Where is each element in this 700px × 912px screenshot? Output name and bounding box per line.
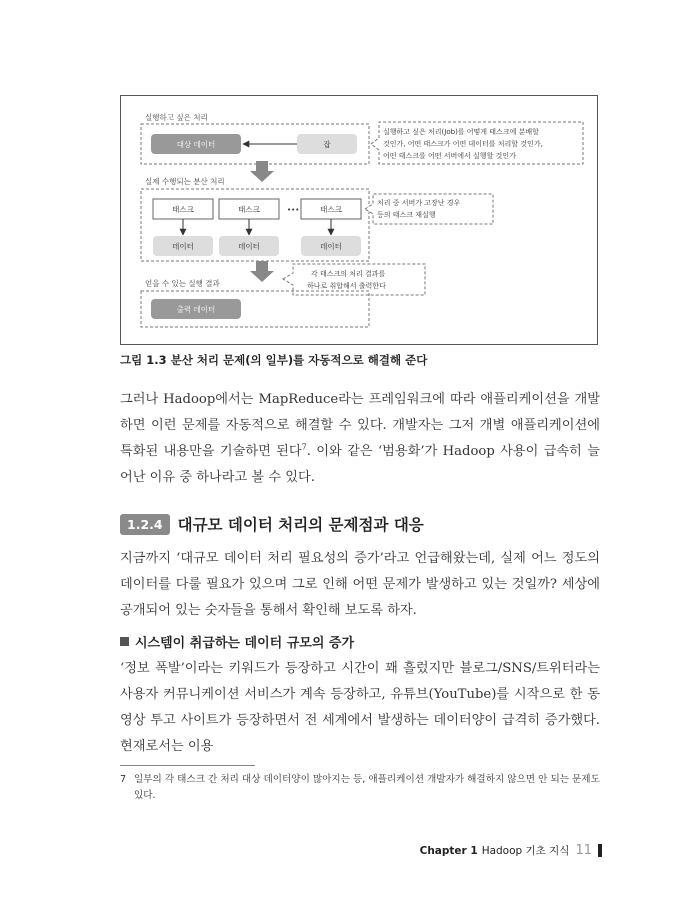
figure-caption: 그림 1.3 분산 처리 문제(의 일부)를 자동적으로 해결해 준다 [120, 353, 428, 367]
footnote-ref: 7 [301, 442, 307, 452]
note-top-line-2: 것인가, 어떤 태스크가 어떤 데이터를 처리할 것인가, [383, 140, 543, 148]
section-title: 대규모 데이터 처리의 문제점과 대응 [177, 516, 424, 534]
data-label-1: 데이터 [172, 242, 194, 251]
footnote [120, 772, 600, 804]
group-label-mid: 실제 수행되는 분산 처리 [145, 177, 225, 186]
running-footer [420, 843, 602, 858]
footnote-number: 7 [120, 774, 127, 785]
task-label-3: 태스크 [320, 205, 342, 214]
section-heading [120, 512, 424, 536]
task-ellipsis: ••• [287, 206, 300, 214]
footer-chapter: Chapter 1 [419, 844, 478, 857]
note-top-line-3: 어떤 태스크를 어떤 서버에서 실행할 것인가 [383, 152, 516, 160]
paragraph-2: 지금까지 ‘대규모 데이터 처리 필요성의 증가’라고 언급해왔는데, 실제 어느 정도의 데이터를 다룰 필요가 있으며 그로 인해 어떤 문제가 발생하고 있는 것일까? 세상에 공개되어 있는 숫자들을 통해서 확인해 보도록 하자. [120, 551, 600, 618]
sub-heading [120, 632, 354, 651]
figure-1-3 [120, 95, 598, 345]
task-label-2: 태스크 [238, 205, 260, 214]
note-bottom-line-1: 각 태스크의 처리 결과를 [311, 270, 386, 278]
flow-arrow-2 [250, 261, 274, 282]
data-label-2: 데이터 [238, 242, 260, 251]
figure-diagram [121, 96, 599, 346]
task-label-1: 태스크 [172, 205, 194, 214]
footnote-divider [120, 765, 255, 766]
note-top-line-1: 실행하고 싶은 처리(Job)를 어떻게 태스크에 분배할 [383, 128, 539, 136]
paragraph-1-text-after: . 이와 같은 ‘범용화’가 Hadoop 사용이 급속히 늘어난 이유 중 하나라고 볼 수 있다. [120, 444, 601, 485]
footnote-text: 일부의 각 태스크 간 처리 대상 데이터양이 많아지는 등, 애플리케이션 개발자가 해결하지 않으면 안 되는 문제도 있다. [134, 774, 600, 801]
note-mid-line-1: 처리 중 서버가 고장난 경우 [377, 199, 461, 207]
page-number: 11 [575, 843, 592, 858]
paragraph-1 [120, 387, 600, 491]
footer-title: Hadoop 기초 지식 [481, 845, 570, 857]
job-label: 잡 [323, 140, 331, 149]
note-mid-line-2: 등의 태스크 재실행 [377, 211, 436, 219]
group-label-top: 실행하고 싶은 처리 [145, 113, 208, 122]
note-callout-bottom [283, 264, 425, 295]
paragraph-3: ‘정보 폭발’이라는 키워드가 등장하고 시간이 꽤 흘렀지만 블로그/SNS/트위터라는 사용자 커뮤니케이션 서비스가 계속 등장하고, 유튜브(YouTube)를 시작으로 한 동영상 투고 사이트가 등장하면서 전 세계에서 발생하는 데이터양이 급격히 증가했다. 현재로서는 이용 [120, 661, 600, 754]
note-bottom-line-2: 하나로 취합해서 출력한다 [307, 282, 386, 290]
group-label-bottom: 얻을 수 있는 실행 결과 [145, 279, 220, 288]
section-number: 1.2.4 [120, 514, 170, 535]
paragraph-1-text: 그러나 Hadoop에서는 MapReduce라는 프레임워크에 따라 애플리케이션을 개발하면 이런 문제를 자동적으로 해결할 수 있다. 개발자는 그저 개별 애플리케이션에 특화된 내용만을 기술하면 된다 [120, 392, 600, 459]
page-marker-bar [598, 844, 602, 857]
bullet-square-icon [120, 637, 129, 646]
output-data-label: 출력 데이터 [176, 305, 216, 314]
sub-heading-text: 시스템이 취급하는 데이터 규모의 증가 [135, 636, 355, 651]
data-label-3: 데이터 [320, 242, 342, 251]
target-data-label: 대상 데이터 [176, 140, 216, 149]
